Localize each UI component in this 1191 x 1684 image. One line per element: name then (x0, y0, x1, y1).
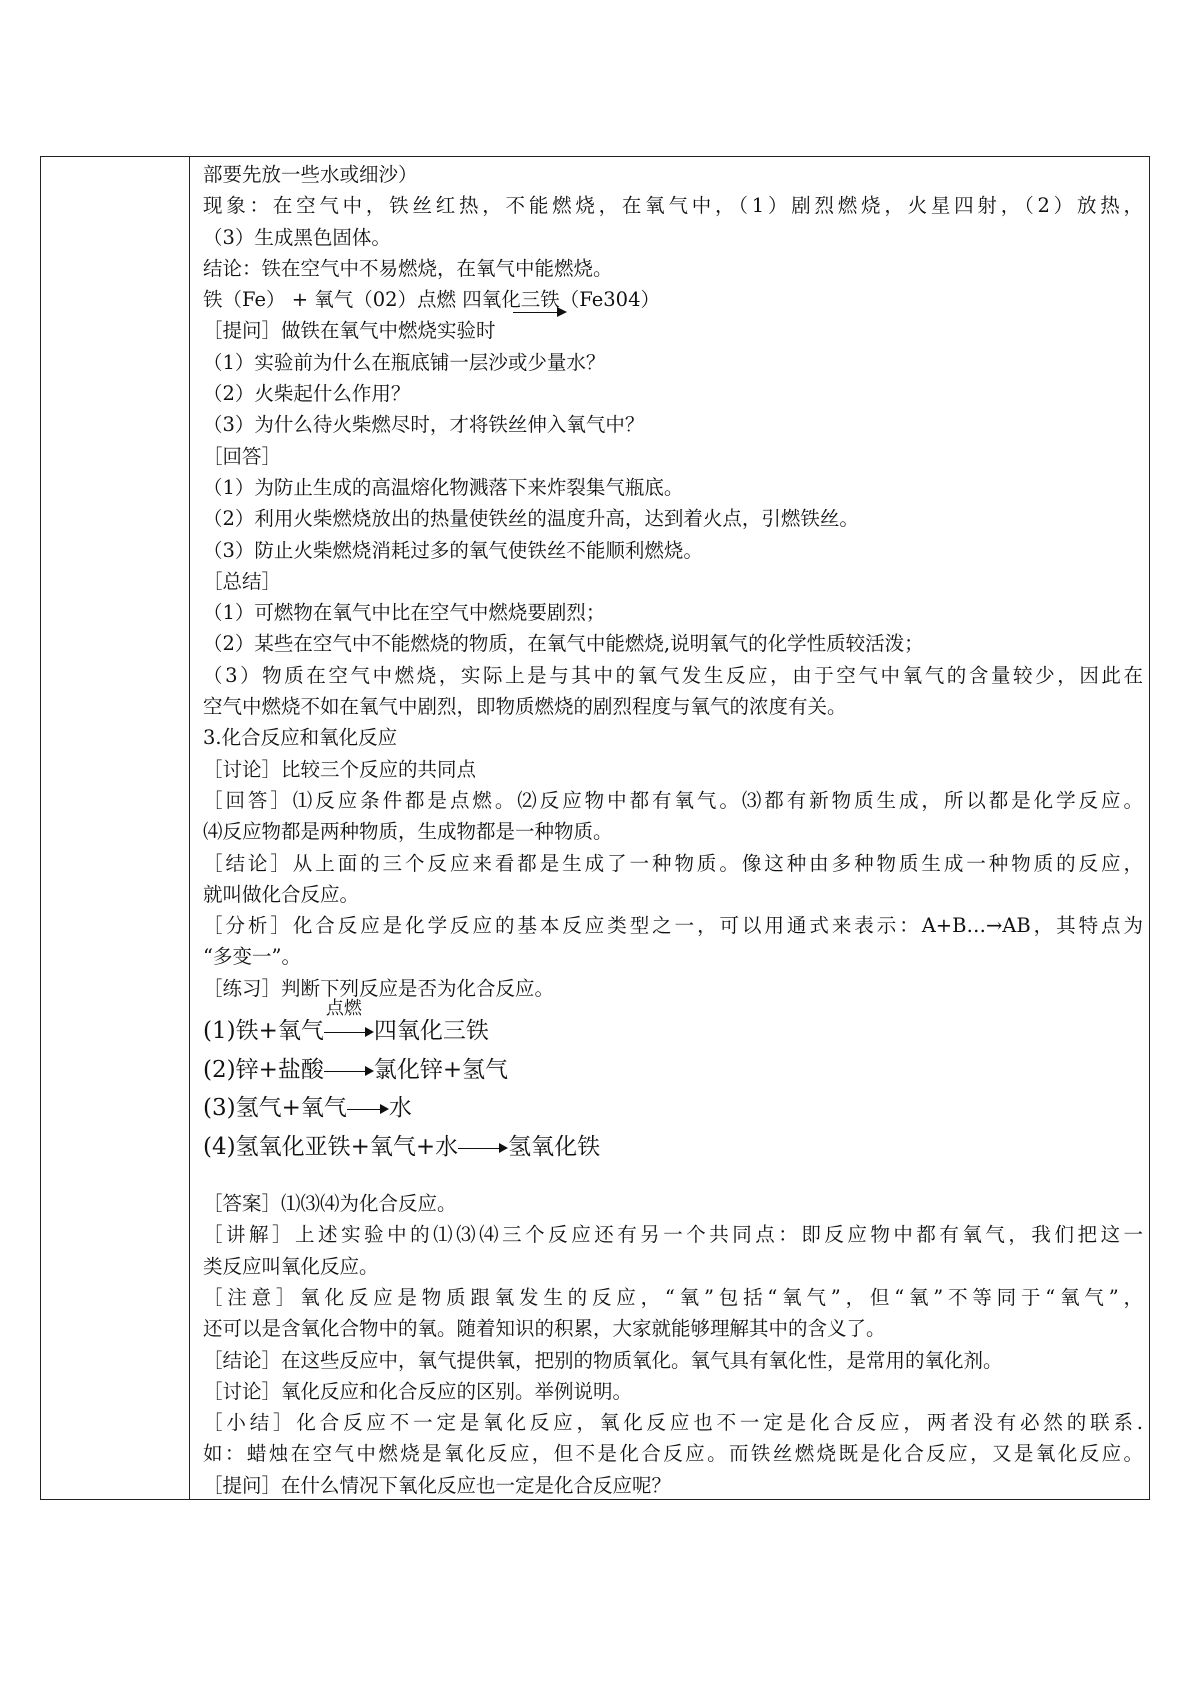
iron-equation (203, 284, 1143, 315)
reaction-arrow-icon (324, 998, 374, 1047)
reaction-1 (203, 998, 1143, 1051)
text-line: （2）利用火柴燃烧放出的热量使铁丝的温度升高，达到着火点，引燃铁丝。 (203, 507, 859, 531)
text-line: （3）物质在空气中燃烧，实际上是与其中的氧气发生反应，由于空气中氧气的含量较少，因此在 (203, 663, 1143, 687)
text-line: ［练习］判断下列反应是否为化合反应。 (203, 976, 555, 1000)
text-line: ［回答］⑴反应条件都是点燃。⑵反应物中都有氧气。⑶都有新物质生成，所以都是化学反应。 (203, 788, 1143, 812)
text-line: 类反应叫氧化反应。 (203, 1254, 379, 1278)
column-divider (189, 157, 190, 1499)
text-line: （1）实验前为什么在瓶底铺一层沙或少量水？ (203, 350, 606, 374)
text-line: 部要先放一些水或细沙） (203, 163, 418, 186)
text-line: 就叫做化合反应。 (203, 882, 360, 906)
text-line: 空气中燃烧不如在氧气中剧烈，即物质燃烧的剧烈程度与氧气的浓度有关。 (203, 695, 847, 719)
text-line: ［提问］做铁在氧气中燃烧实验时 (203, 319, 496, 343)
text-line: 结论：铁在空气中不易燃烧，在氧气中能燃烧。 (203, 256, 613, 280)
text-line: （3）生成黑色固体。 (203, 225, 391, 249)
text-line: （1）为防止生成的高温熔化物溅落下来炸裂集气瓶底。 (203, 475, 684, 499)
lesson-table (40, 156, 1150, 1500)
reaction-1-products: 四氧化三铁 (373, 1018, 489, 1045)
text-line: ［注意］氧化反应是物质跟氧发生的反应，“氧”包括“氧气”，但“氧”不等同于“氧气”， (203, 1285, 1143, 1309)
text-line: （3）为什么待火柴燃尽时，才将铁丝伸入氧气中？ (203, 413, 645, 437)
text-line: ［回答］ (203, 444, 282, 468)
lesson-content (203, 159, 1143, 1501)
reaction-arrow-icon (347, 1094, 389, 1124)
iron-equation-text: 铁（Fe） + 氧气（02）点燃 四氧化三铁（Fe304） (203, 288, 660, 312)
reaction-2-products: 氯化锌+氢气 (373, 1056, 509, 1083)
reaction-3-reactants: (3)氢气+氧气 (203, 1095, 347, 1122)
text-line: ［讨论］氧化反应和化合反应的区别。举例说明。 (203, 1379, 633, 1403)
text-line: 现象：在空气中，铁丝红热，不能燃烧，在氧气中，（1）剧烈燃烧，火星四射，（2）放热， (203, 194, 1143, 218)
text-line: ［结论］从上面的三个反应来看都是生成了一种物质。像这种由多种物质生成一种物质的反应， (203, 851, 1143, 875)
reaction-3 (203, 1089, 1143, 1128)
text-line: ［分析］化合反应是化学反应的基本反应类型之一，可以用通式来表示：A+B…→AB，其特点为 (203, 914, 1143, 938)
text-line: ［总结］ (203, 569, 282, 593)
reaction-2-reactants: (2)锌+盐酸 (203, 1056, 324, 1083)
reaction-4-products: 氢氧化铁 (508, 1133, 601, 1160)
text-line: 还可以是含氧化合物中的氧。随着知识的积累，大家就能够理解其中的含义了。 (203, 1317, 886, 1341)
text-line: （3）防止火柴燃烧消耗过多的氧气使铁丝不能顺利燃烧。 (203, 538, 703, 562)
reaction-3-products: 水 (388, 1095, 412, 1122)
reaction-arrow-icon (324, 1056, 374, 1086)
text-line: ［答案］⑴⑶⑷为化合反应。 (203, 1192, 457, 1216)
reaction-1-reactants: (1)铁+氧气 (203, 1018, 324, 1045)
text-line: 3.化合反应和氧化反应 (203, 726, 398, 750)
reaction-4 (203, 1128, 1143, 1167)
text-line: “多变一”。 (203, 945, 301, 969)
text-line: ⑷反应物都是两种物质，生成物都是一种物质。 (203, 820, 613, 844)
text-line: 如：蜡烛在空气中燃烧是氧化反应，但不是化合反应。而铁丝燃烧既是化合反应，又是氧化反应。 (203, 1442, 1143, 1466)
text-line: （2）火柴起什么作用？ (203, 382, 411, 406)
text-line: ［提问］在什么情况下氧化反应也一定是化合反应呢？ (203, 1473, 672, 1497)
text-line: ［讲解］上述实验中的⑴⑶⑷三个反应还有另一个共同点：即反应物中都有氧气，我们把这一 (203, 1223, 1143, 1247)
text-line: （2）某些在空气中不能燃烧的物质，在氧气中能燃烧,说明氧气的化学性质较活泼； (203, 632, 924, 656)
text-line: ［小结］化合反应不一定是氧化反应，氧化反应也不一定是化合反应，两者没有必然的联系. (203, 1411, 1143, 1435)
reaction-condition: 点燃 (325, 998, 362, 1020)
reaction-arrow-icon (513, 306, 567, 320)
reaction-4-reactants: (4)氢氧化亚铁+氧气+水 (203, 1133, 459, 1160)
text-line: ［讨论］比较三个反应的共同点 (203, 757, 477, 781)
reaction-2 (203, 1051, 1143, 1090)
reaction-arrow-icon (458, 1133, 508, 1163)
text-line: （1）可燃物在氧气中比在空气中燃烧要剧烈； (203, 601, 606, 625)
text-line: ［结论］在这些反应中，氧气提供氧，把别的物质氧化。氧气具有氧化性，是常用的氧化剂。 (203, 1348, 1003, 1372)
